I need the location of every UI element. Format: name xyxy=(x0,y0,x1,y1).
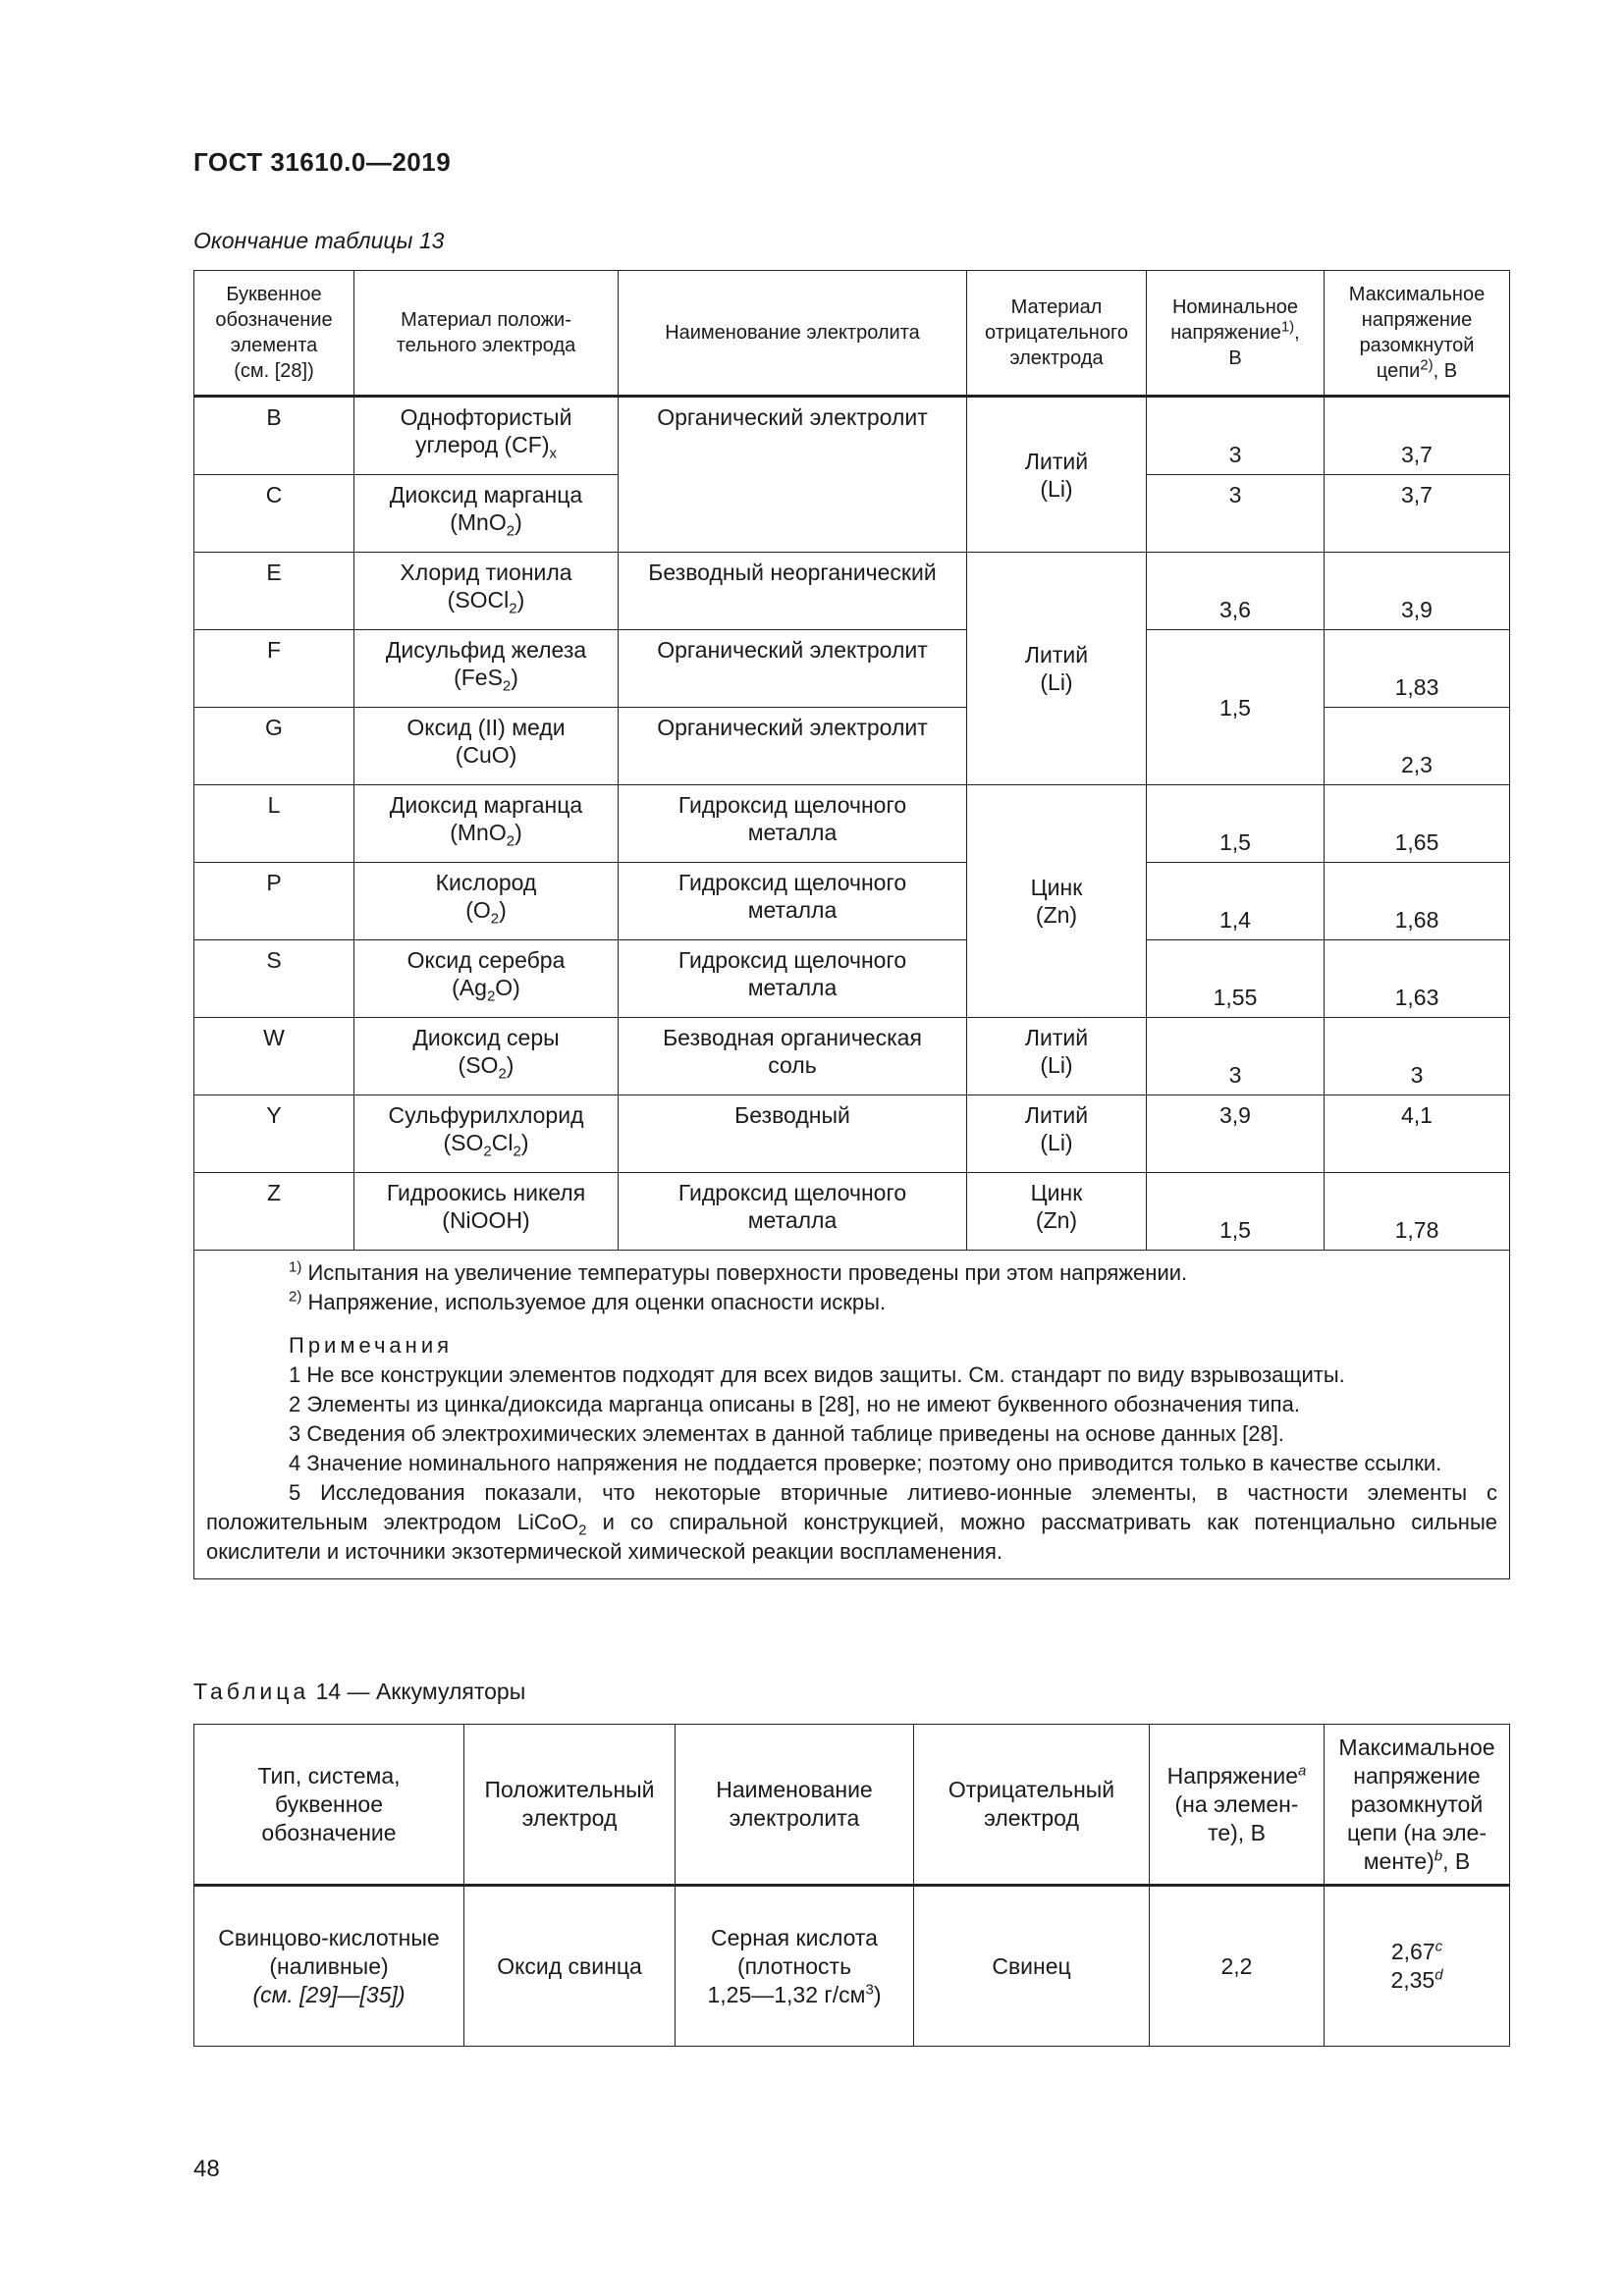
footnote-1: $^{1)}$ Испытания на увеличение температуры поверхности проведены при этом напряжении. xyxy=(289,1258,1188,1285)
table-row: Y Сульфурилхлорид $(SO_2Cl_2)$ Безводный Литий (Li) 3,9 4,1 xyxy=(194,1095,1510,1173)
page-number: 48 xyxy=(193,2156,220,2182)
col-header-positive: Положительный электрод xyxy=(464,1725,676,1886)
col-header-electrolyte: Наименование электролита xyxy=(619,271,967,397)
table-row: Свинцово-кислотные (наливные) (см. [29]—[35]) Оксид свинца Серная кислота (плотность 1,25—1,32 $г/см^3$) Свинец 2,2 2,67$^c$ 2,35$^d$ xyxy=(194,1886,1510,2047)
table13-caption: Окончание таблицы 13 xyxy=(193,228,445,253)
table-row: E Хлорид тионила (SOCl$_2$) Безводный неорганический Литий (Li) 3,6 3,9 xyxy=(194,553,1510,630)
table-13 xyxy=(193,270,1510,1579)
col-header-negative: Отрицательный электрод xyxy=(914,1725,1150,1886)
note-5: 5 Исследования показали, что некоторые вторичные литиево-ионные элементы, в частности элементы с положительным электродом LiCoO$_2$ и со спиральной конструкцией, можно рассматривать как потенциально сильные окислители и источники экзотермической химической реакции воспламенения. xyxy=(206,1480,1497,1564)
note-1: 1 Не все конструкции элементов подходят для всех видов защиты. См. стандарт по виду взрывозащиты. xyxy=(289,1362,1345,1387)
table-row: F Дисульфид железа (FeS$_2$) Органический электролит 1,5 1,83 xyxy=(194,630,1510,708)
table-row: B Однофтористый углерод $(CF)_x$ Органический электролит Литий (Li) 3 3,7 xyxy=(194,397,1510,475)
table14-header-row xyxy=(194,1725,1510,1886)
table-row: C Диоксид марганца (MnO$_2$) 3 3,7 xyxy=(194,475,1510,553)
col-header-max-voltage: Максимальное напряжение разомкнутой цепи$^{2)}$, В xyxy=(1325,271,1510,397)
col-header-positive-electrode: Материал положи- тельного электрода xyxy=(354,271,619,397)
col-header-electrolyte: Наименование электролита xyxy=(676,1725,914,1886)
table-row: W Диоксид серы $(SO_2)$ Безводная органическая соль Литий (Li) 3 3 xyxy=(194,1018,1510,1095)
col-header-letter: Буквенное обозначение элемента (см. [28]) xyxy=(194,271,354,397)
note-2: 2 Элементы из цинка/диоксида марганца описаны в [28], но не имеют буквенного обозначения типа. xyxy=(289,1392,1300,1416)
col-header-max-voltage: Максимальное напряжение разомкнутой цепи (на эле- менте)$^b$, В xyxy=(1325,1725,1510,1886)
table-row: Z Гидроокись никеля (NiOOH) Гидроксид щелочного металла Цинк (Zn) 1,5 1,78 xyxy=(194,1173,1510,1251)
table-row: P Кислород $(O_2)$ Гидроксид щелочного металла 1,4 1,68 xyxy=(194,863,1510,940)
table14-caption: Таблица 14 — Аккумуляторы xyxy=(193,1679,526,1704)
table13-notes xyxy=(194,1251,1510,1579)
col-header-type: Тип, система, буквенное обозначение xyxy=(194,1725,464,1886)
table13-notes-row xyxy=(194,1251,1510,1579)
col-header-voltage: Напряжение$^a$ (на элемен- те), В xyxy=(1150,1725,1325,1886)
note-3: 3 Сведения об электрохимических элементах в данной таблице приведены на основе данных [28]. xyxy=(289,1421,1284,1446)
table-row: L Диоксид марганца (MnO$_2$) Гидроксид щелочного металла Цинк (Zn) 1,5 1,65 xyxy=(194,785,1510,863)
document-title: ГОСТ 31610.0—2019 xyxy=(193,147,452,177)
footnote-2: $^{2)}$ Напряжение, используемое для оценки опасности искры. xyxy=(289,1288,887,1314)
col-header-nominal-voltage: Номинальное напряжение$^{1)}$, В xyxy=(1147,271,1325,397)
table13-header-row xyxy=(194,271,1510,397)
notes-title: Примечания xyxy=(289,1333,454,1358)
table-row: G Оксид (II) меди (CuO) Органический электролит 2,3 xyxy=(194,708,1510,785)
col-header-negative-electrode: Материал отрицательного электрода xyxy=(967,271,1147,397)
note-4: 4 Значение номинального напряжения не поддается проверке; поэтому оно приводится только в качестве ссылки. xyxy=(289,1451,1442,1475)
table-14 xyxy=(193,1724,1510,2047)
table-row: S Оксид серебра $(Ag_2O)$ Гидроксид щелочного металла 1,55 1,63 xyxy=(194,940,1510,1018)
